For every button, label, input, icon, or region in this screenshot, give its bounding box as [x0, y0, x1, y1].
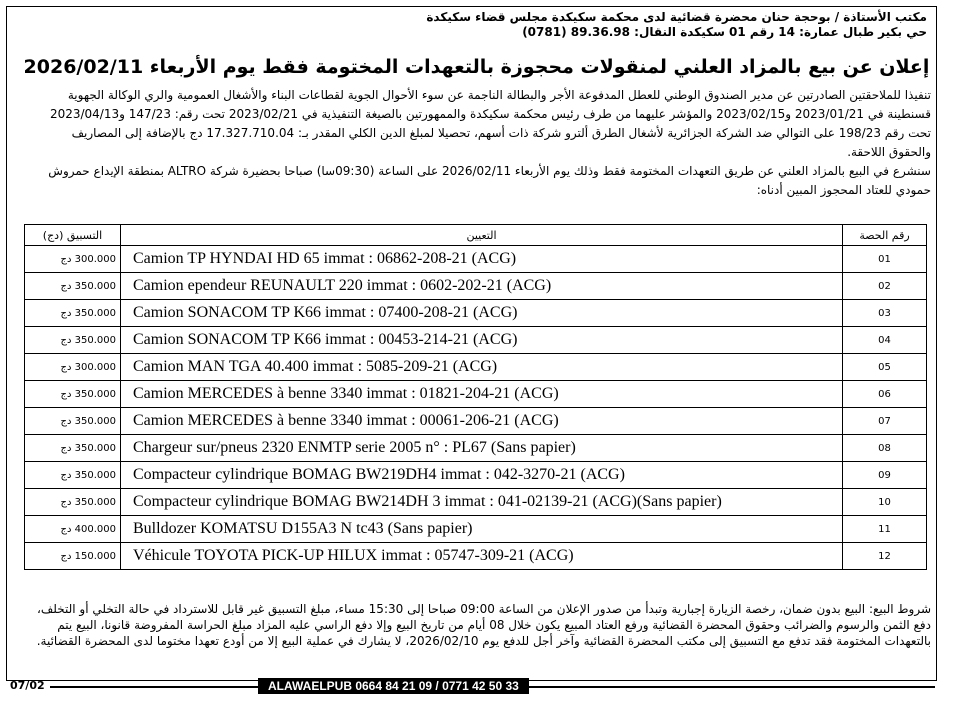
lot-number: 08	[843, 435, 927, 462]
lot-designation: Véhicule TOYOTA PICK-UP HILUX immat : 05747-309-21 (ACG)	[121, 543, 843, 570]
header-designation: التعيين	[121, 225, 843, 246]
lot-deposit: 400.000 دج	[25, 516, 121, 543]
table-row	[25, 462, 927, 489]
publisher-banner: ALAWAELPUB 0664 84 21 09 / 0771 42 50 33	[258, 678, 529, 694]
lot-designation: Camion TP HYNDAI HD 65 immat : 06862-208-21 (ACG)	[121, 246, 843, 273]
lot-designation: Compacteur cylindrique BOMAG BW214DH 3 immat : 041-02139-21 (ACG)(Sans papier)	[121, 489, 843, 516]
lot-deposit: 350.000 دج	[25, 327, 121, 354]
lot-number: 05	[843, 354, 927, 381]
lot-deposit: 350.000 دج	[25, 273, 121, 300]
lot-number: 06	[843, 381, 927, 408]
auction-title: إعلان عن بيع بالمزاد العلني لمنقولات محجوزة بالتعهدات المختومة فقط يوم الأربعاء 2026/02/11	[23, 56, 930, 78]
lot-deposit: 300.000 دج	[25, 246, 121, 273]
lot-designation: Camion MERCEDES à benne 3340 immat : 01821-204-21 (ACG)	[121, 381, 843, 408]
lot-deposit: 350.000 دج	[25, 408, 121, 435]
lot-designation: Chargeur sur/pneus 2320 ENMTP serie 2005 n° : PL67 (Sans papier)	[121, 435, 843, 462]
lot-deposit: 350.000 دج	[25, 300, 121, 327]
lot-deposit: 350.000 دج	[25, 381, 121, 408]
lot-number: 12	[843, 543, 927, 570]
lot-number: 02	[843, 273, 927, 300]
intro-paragraph	[31, 86, 931, 200]
lot-number: 09	[843, 462, 927, 489]
conditions-text: شروط البيع: البيع بدون ضمان، رخصة الزيارة إجبارية وتبدأ من صدور الإعلان من الساعة 09:00 صباحا إلى 15:30 مساء، مبلغ التسبيق غير قابل للاسترداد في حالة التخلي أو التخلف، دفع الثمن والرسوم والضرائب وحقوق المحضرة القضائية ورفع العتاد المبيع يكون خلال 08 أيام من تاريخ البيع وإلا دفع الراسي عليه المزاد مبلغ الحراسة المفروضة قانونا، البيع يتم بالتعهدات المختومة فقد تدفع مع التسبيق إلى مكتب المحضرة القضائية وآخر أجل للدفع يوم 2026/02/10، لا يشارك في عملية البيع إلا من أودع تعهدا مختوما لدى المحضرة القضائية.	[36, 602, 931, 648]
table-row	[25, 543, 927, 570]
table-row	[25, 435, 927, 462]
sale-conditions	[21, 601, 931, 649]
auction-schedule-text: سنشرع في البيع بالمزاد العلني عن طريق التعهدات المختومة فقط وذلك يوم الأربعاء 2026/02/11 على الساعة (09:30سا) صباحا بحضيرة شركة ALTRO بمنطقة الإيداع حمروش حمودي للعتاد المحجوز المبين أدناه:	[48, 164, 931, 197]
lot-designation: Camion SONACOM TP K66 immat : 07400-208-21 (ACG)	[121, 300, 843, 327]
table-row	[25, 489, 927, 516]
lot-deposit: 150.000 دج	[25, 543, 121, 570]
lot-designation: Camion MERCEDES à benne 3340 immat : 00061-206-21 (ACG)	[121, 408, 843, 435]
lot-deposit: 350.000 دج	[25, 462, 121, 489]
lot-number: 11	[843, 516, 927, 543]
table-row	[25, 273, 927, 300]
table-row	[25, 246, 927, 273]
lot-designation: Camion SONACOM TP K66 immat : 00453-214-21 (ACG)	[121, 327, 843, 354]
office-name: مكتب الأستاذة / بوحجة حنان محضرة قضائية لدى محكمة سكيكدة مجلس قضاء سكيكدة	[426, 10, 927, 24]
table-row	[25, 354, 927, 381]
lot-deposit: 350.000 دج	[25, 489, 121, 516]
table-row	[25, 408, 927, 435]
lot-designation: Bulldozer KOMATSU D155A3 N tc43 (Sans papier)	[121, 516, 843, 543]
lot-number: 03	[843, 300, 927, 327]
table-header-row	[25, 225, 927, 246]
lot-deposit: 300.000 دج	[25, 354, 121, 381]
lot-designation: Camion MAN TGA 40.400 immat : 5085-209-21 (ACG)	[121, 354, 843, 381]
lot-number: 07	[843, 408, 927, 435]
bailiff-office-header	[367, 10, 927, 40]
header-lot: رقم الحصة	[843, 225, 927, 246]
table-row	[25, 327, 927, 354]
table-row	[25, 381, 927, 408]
lots-table	[24, 224, 927, 570]
page-number: 07/02	[10, 679, 45, 692]
intro-text: تنفيذا للملاحقتين الصادرتين عن مدير الصندوق الوطني للعطل المدفوعة الأجر والبطالة الناجمة عن سوء الأحوال الجوية لقطاعات البناء والأشغال العمومية والري الوكالة الجهوية قسنطينة في 2023/01/21 و2023/02/15 والمؤشر عليهما من طرف رئيس محكمة سكيكدة والممهورتين بالصيغة التنفيذية في 2023/02/21 تحت رقم: 147/23 و2023/04/13 تحت رقم 198/23 على التوالي ضد الشركة الجزائرية لأشغال الطرق ألترو شركة ذات أسهم، تحصيلا لمبلغ الدين الكلي المقدر بـ: 17.327.710.04 دج بالإضافة إلى المصاريف والحقوق اللاحقة.	[49, 88, 931, 159]
table-row	[25, 516, 927, 543]
lot-number: 10	[843, 489, 927, 516]
lot-number: 04	[843, 327, 927, 354]
office-address: حي بكير طبال عمارة: 14 رقم 01 سكيكدة النقال: 89.36.98 (0781)	[522, 25, 927, 39]
lot-designation: Camion ependeur REUNAULT 220 immat : 0602-202-21 (ACG)	[121, 273, 843, 300]
lot-deposit: 350.000 دج	[25, 435, 121, 462]
lot-designation: Compacteur cylindrique BOMAG BW219DH4 immat : 042-3270-21 (ACG)	[121, 462, 843, 489]
header-price: التسبيق (دج)	[25, 225, 121, 246]
lot-number: 01	[843, 246, 927, 273]
table-row	[25, 300, 927, 327]
